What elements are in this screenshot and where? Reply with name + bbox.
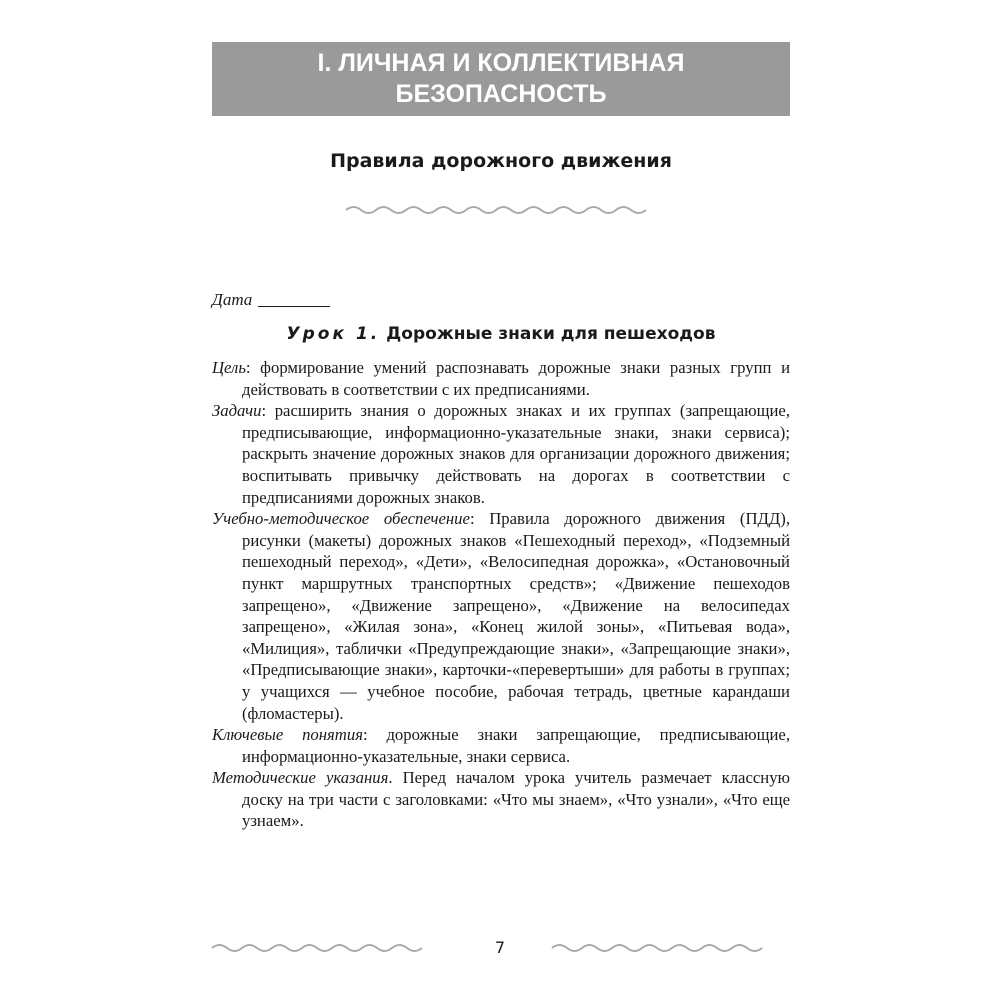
paragraph-label: Ключевые понятия xyxy=(212,725,363,745)
wavy-line xyxy=(552,945,762,951)
label-separator: . xyxy=(388,768,393,788)
paragraph-method-notes xyxy=(212,767,790,832)
wavy-line xyxy=(346,207,646,213)
wavy-divider-bottom-right xyxy=(551,941,791,955)
label-separator: : xyxy=(261,401,267,421)
paragraph-label: Методические указания xyxy=(212,768,389,788)
paragraph-text: Правила дорожного движения (ПДД), рисунки (макеты) дорожных знаков «Пешеходный переход», «Подземный пешеходный переход», «Дети», «Велосипедная дорожка», «Остановочный пункт маршрутных транспортных средств»; «Движение пешеходов запрещено», «Движение запрещено», «Движение на велосипедах запрещено», «Жилая зона», «Конец жилой зоны», «Питьевая вода», «Милиция», таблички «Предупреждающие знаки», «Запрещающие знаки», «Предписывающие знаки», карточки-«перевертыши» для работы в группах; у учащихся — учебное пособие, рабочая тетрадь, цветные карандаши (фломастеры). xyxy=(242,509,790,723)
chapter-banner xyxy=(212,42,790,116)
page-number: 7 xyxy=(494,938,506,957)
wavy-divider-bottom-left xyxy=(211,941,423,955)
date-label: Дата xyxy=(212,290,253,309)
lesson-title xyxy=(212,324,790,344)
label-separator: : xyxy=(469,509,475,529)
lesson-name: Дорожные знаки для пешеходов xyxy=(386,324,716,344)
paragraph-text: Перед началом урока учитель размечает классную доску на три части с заголовками: «Что мы знаем», «Что узнали», «Что еще узнаем». xyxy=(242,768,791,831)
paragraph-label: Учебно-методическое обеспечение xyxy=(212,509,470,529)
paragraph-label: Задачи xyxy=(212,401,262,421)
paragraph-materials xyxy=(212,508,790,724)
label-separator: : xyxy=(362,725,368,745)
label-separator: : xyxy=(245,358,251,377)
wavy-divider-top xyxy=(345,203,657,217)
date-field xyxy=(212,290,330,310)
paragraph-key-concepts xyxy=(212,724,790,767)
wavy-line xyxy=(212,945,422,951)
paragraph-goal xyxy=(212,357,790,400)
paragraph-text: дорожные знаки запрещающие, предписывающие, информационно-указательные, знаки сервиса. xyxy=(242,725,790,766)
lesson-number: Урок 1. xyxy=(286,324,381,344)
date-blank-line xyxy=(258,306,330,307)
chapter-title-line-1: I. ЛИЧНАЯ И КОЛЛЕКТИВНАЯ xyxy=(317,49,685,77)
section-title: Правила дорожного движения xyxy=(330,150,672,172)
paragraph-text: формирование умений распознавать дорожные знаки разных групп и действовать в соответствии с их предписаниями. xyxy=(242,358,790,399)
paragraph-text: расширить знания о дорожных знаках и их группах (запрещающие, предписывающие, информационно-указательные знаки, знаки сервиса); раскрыть значение дорожных знаков для организации дорожного движения; воспитывать привычку действовать на дорогах в соответствии с предписаниями дорожных знаков. xyxy=(242,401,790,507)
lesson-body xyxy=(212,357,790,832)
chapter-title-line-2: БЕЗОПАСНОСТЬ xyxy=(395,80,607,108)
paragraph-label: Цель xyxy=(212,358,246,377)
paragraph-tasks xyxy=(212,400,790,508)
